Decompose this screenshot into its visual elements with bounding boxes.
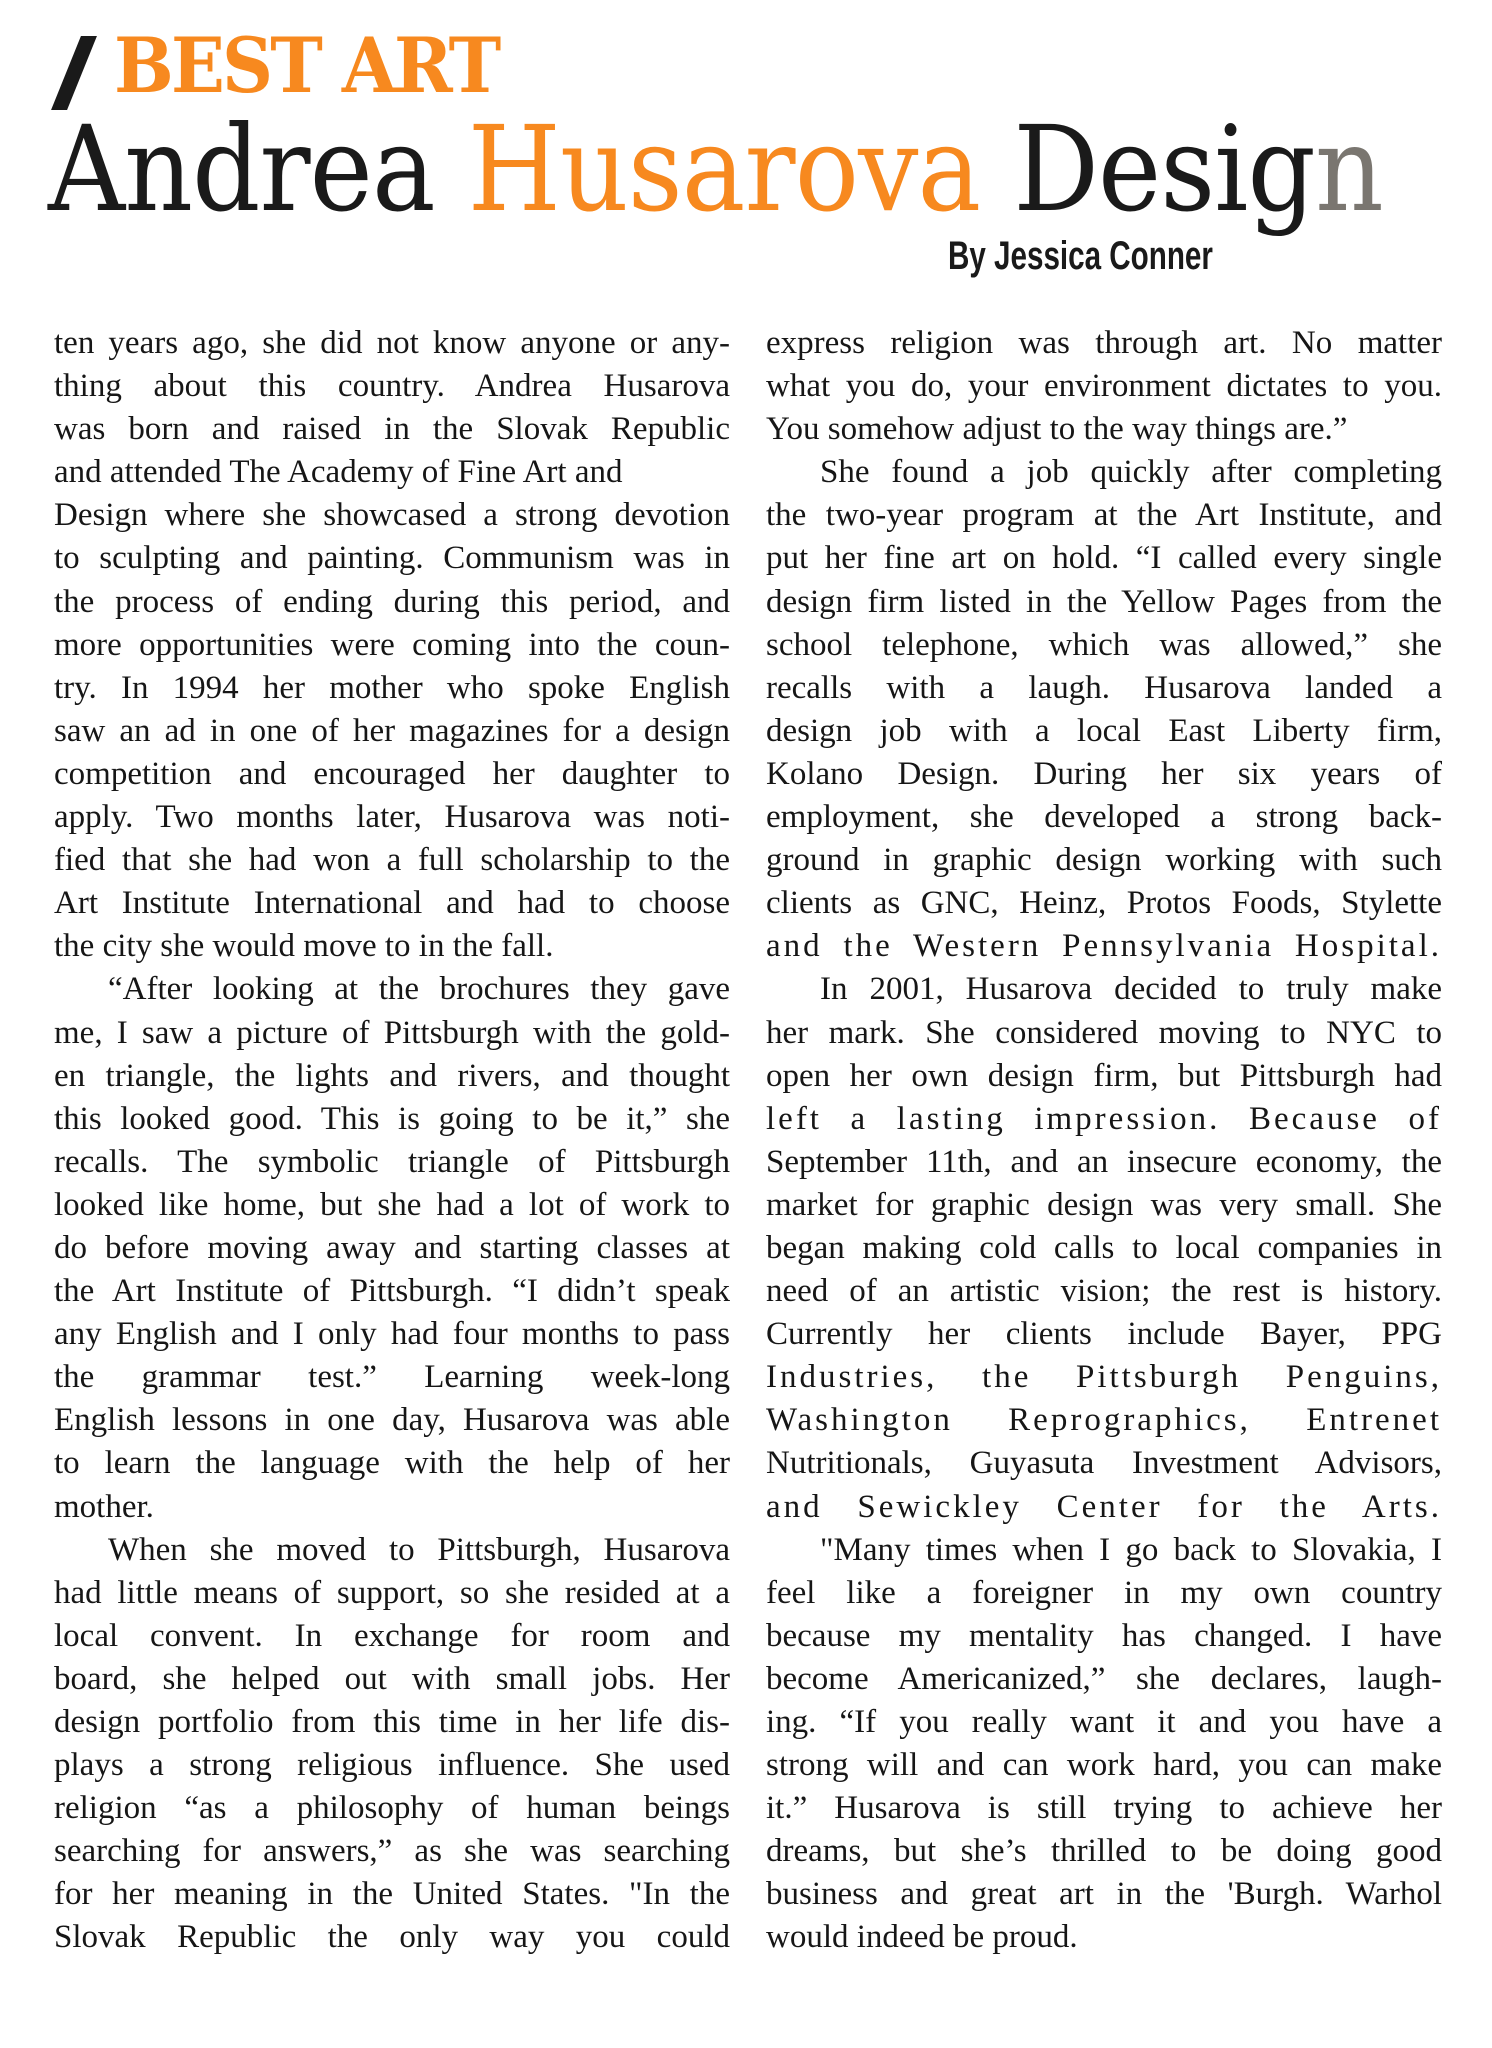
article-line: mother. bbox=[54, 1488, 154, 1525]
article-line: this looked good. This is going to be it,” she bbox=[54, 1100, 730, 1137]
article-line: was born and raised in the Slovak Republic bbox=[54, 411, 730, 448]
article-line: her mark. She considered moving to NYC to bbox=[766, 1014, 1442, 1051]
article-line: September 11th, and an insecure economy, the bbox=[766, 1143, 1442, 1180]
article-line: express religion was through art. No matter bbox=[766, 325, 1442, 361]
article-line: to sculpting and painting. Communism was in bbox=[54, 540, 730, 577]
article-line: need of an artistic vision; the rest is history. bbox=[766, 1273, 1442, 1310]
article-line: more opportunities were coming into the coun- bbox=[54, 626, 730, 663]
article-line: the city she would move to in the fall. bbox=[54, 928, 554, 965]
article-line: me, I saw a picture of Pittsburgh with the gold- bbox=[54, 1014, 730, 1051]
article-line: for her meaning in the United States. "In the bbox=[54, 1876, 730, 1913]
article-line: strong will and can work hard, you can make bbox=[766, 1747, 1442, 1784]
article-line: thing about this country. Andrea Husarova bbox=[54, 368, 730, 405]
article-line: design portfolio from this time in her life dis- bbox=[54, 1704, 730, 1740]
article-line: local convent. In exchange for room and bbox=[54, 1617, 730, 1654]
article-line: employment, she developed a strong back- bbox=[766, 799, 1442, 836]
article-line: feel like a foreigner in my own country bbox=[766, 1574, 1442, 1611]
article-line: the process of ending during this period, and bbox=[54, 583, 730, 620]
article-line: saw an ad in one of her magazines for a design bbox=[54, 712, 730, 749]
title-word-design-main: Desig bbox=[1013, 100, 1315, 238]
article-line: design job with a local East Liberty firm, bbox=[766, 712, 1442, 749]
article-line: dreams, but she’s thrilled to be doing good bbox=[766, 1833, 1442, 1870]
article-line: recalls. The symbolic triangle of Pittsburgh bbox=[54, 1143, 730, 1180]
article-line: try. In 1994 her mother who spoke English bbox=[54, 669, 730, 706]
article-line: and Sewickley Center for the Arts. bbox=[766, 1488, 1442, 1525]
article-column-left bbox=[54, 322, 730, 1960]
title-word-husarova: Husarova bbox=[467, 100, 981, 238]
article-line: She found a job quickly after completing bbox=[820, 454, 1442, 491]
article-line: religion “as a philosophy of human beings bbox=[54, 1790, 730, 1827]
title-word-andrea: Andrea bbox=[48, 100, 435, 238]
article-line: English lessons in one day, Husarova was able bbox=[54, 1402, 730, 1439]
article-line: become Americanized,” she declares, laugh- bbox=[766, 1660, 1442, 1697]
section-kicker bbox=[44, 21, 499, 110]
article-line: "Many times when I go back to Slovakia, I bbox=[820, 1531, 1442, 1568]
article-line: business and great art in the 'Burgh. Warhol bbox=[766, 1876, 1442, 1913]
byline: By Jessica Conner bbox=[948, 234, 1213, 278]
article-line: would indeed be proud. bbox=[766, 1919, 1078, 1956]
article-line: open her own design firm, but Pittsburgh had bbox=[766, 1057, 1442, 1094]
title-word-design-fade: n bbox=[1314, 100, 1383, 238]
article-line: began making cold calls to local companies in bbox=[766, 1229, 1442, 1266]
article-line: school telephone, which was allowed,” she bbox=[766, 626, 1442, 663]
article-line: Art Institute International and had to choose bbox=[54, 885, 730, 922]
article-line: searching for answers,” as she was searching bbox=[54, 1833, 730, 1870]
article-line: Washington Reprographics, Entrenet bbox=[766, 1402, 1442, 1439]
article-line: the Art Institute of Pittsburgh. “I didn’t speak bbox=[54, 1273, 730, 1310]
article-line: plays a strong religious influence. She used bbox=[54, 1747, 730, 1784]
article-title bbox=[48, 100, 1383, 238]
article-line: it.” Husarova is still trying to achieve her bbox=[766, 1790, 1442, 1827]
article-line: ground in graphic design working with such bbox=[766, 842, 1442, 879]
article-line: Industries, the Pittsburgh Penguins, bbox=[766, 1359, 1442, 1396]
slash-mark bbox=[51, 36, 97, 110]
article-line: the grammar test.” Learning week-long bbox=[54, 1359, 730, 1396]
article-line: When she moved to Pittsburgh, Husarova bbox=[108, 1531, 730, 1568]
article-line: Nutritionals, Guyasuta Investment Advisors, bbox=[766, 1445, 1442, 1482]
article-line: competition and encouraged her daughter to bbox=[54, 755, 730, 792]
article-line: recalls with a laugh. Husarova landed a bbox=[766, 669, 1442, 706]
article-line: In 2001, Husarova decided to truly make bbox=[820, 971, 1442, 1008]
article-line: Currently her clients include Bayer, PPG bbox=[766, 1316, 1442, 1353]
article-line: board, she helped out with small jobs. Her bbox=[54, 1660, 730, 1697]
article-line: fied that she had won a full scholarship to the bbox=[54, 842, 730, 879]
article-line: market for graphic design was very small. She bbox=[766, 1186, 1442, 1223]
article-line: ten years ago, she did not know anyone or any- bbox=[54, 325, 730, 361]
article-line: to learn the language with the help of her bbox=[54, 1445, 730, 1482]
article-line: ing. “If you really want it and you have a bbox=[766, 1704, 1442, 1740]
article-line: apply. Two months later, Husarova was noti- bbox=[54, 799, 730, 836]
article-line: clients as GNC, Heinz, Protos Foods, Stylette bbox=[766, 885, 1442, 922]
article-line: had little means of support, so she resided at a bbox=[54, 1574, 730, 1611]
article-line: because my mentality has changed. I have bbox=[766, 1617, 1442, 1654]
article-column-right bbox=[766, 322, 1442, 1960]
title-word-design bbox=[1013, 100, 1382, 238]
section-label: BEST ART bbox=[114, 21, 499, 110]
article-line: the two-year program at the Art Institute, and bbox=[766, 497, 1442, 534]
article-line: left a lasting impression. Because of bbox=[766, 1100, 1442, 1137]
article-line: design firm listed in the Yellow Pages from the bbox=[766, 583, 1442, 620]
article-line: what you do, your environment dictates to you. bbox=[766, 368, 1442, 405]
article-line: put her fine art on hold. “I called every single bbox=[766, 540, 1442, 577]
article-line: en triangle, the lights and rivers, and thought bbox=[54, 1057, 730, 1094]
article-line: You somehow adjust to the way things are.” bbox=[766, 411, 1348, 448]
article-line: “After looking at the brochures they gave bbox=[108, 971, 730, 1008]
article-line: Kolano Design. During her six years of bbox=[766, 755, 1442, 792]
article-line: looked like home, but she had a lot of work to bbox=[54, 1186, 730, 1223]
article-line: Slovak Republic the only way you could bbox=[54, 1919, 730, 1956]
article-line: do before moving away and starting classes at bbox=[54, 1229, 730, 1266]
article-line: Design where she showcased a strong devotion bbox=[54, 497, 730, 534]
article-line: any English and I only had four months to pass bbox=[54, 1316, 730, 1353]
article-line: and attended The Academy of Fine Art and bbox=[54, 454, 623, 491]
article-line: and the Western Pennsylvania Hospital. bbox=[766, 928, 1442, 965]
